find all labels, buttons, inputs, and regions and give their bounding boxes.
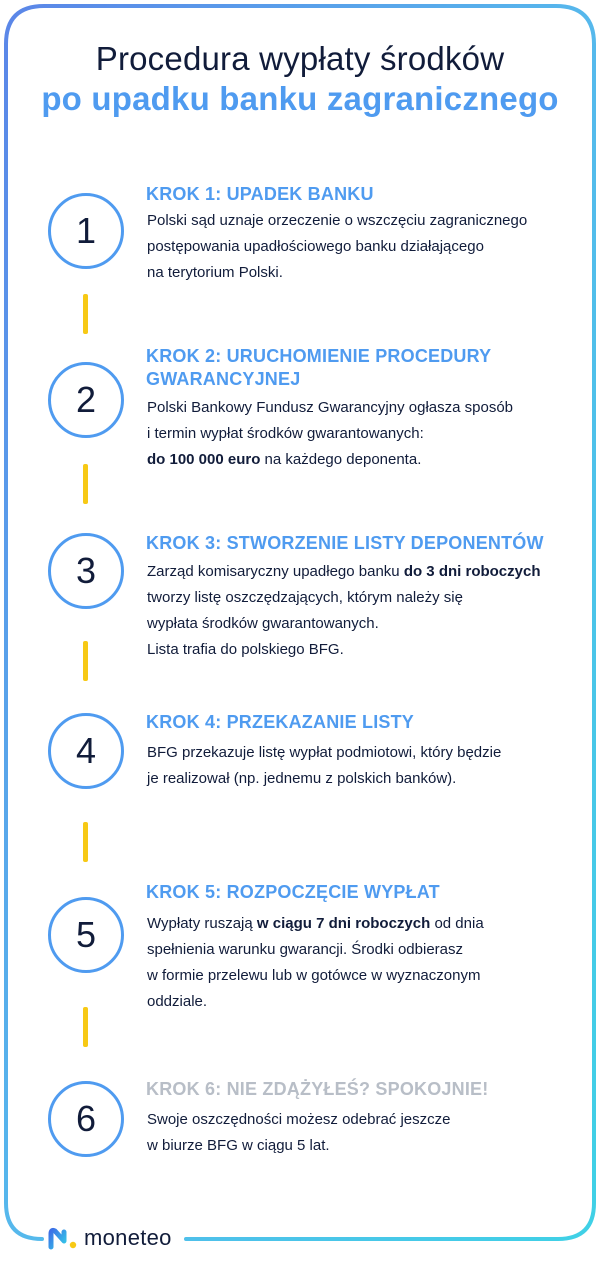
step-number-circle: 1 <box>48 193 124 269</box>
connector-dash <box>83 464 88 504</box>
page-title-line2: po upadku banku zagranicznego <box>41 80 559 117</box>
page-title-line1: Procedura wypłaty środków <box>95 40 505 77</box>
step-description: Polski sąd uznaje orzeczenie o wszczęciu zagranicznego postępowania upadłościowego banku działającego na terytorium Polski. <box>147 212 528 281</box>
step-description: Swoje oszczędności możesz odebrać jeszcze w biurze BFG w ciągu 5 lat. <box>147 1111 451 1154</box>
step-description: BFG przekazuje listę wypłat podmiotowi, który będzie je realizował (np. jednemu z polskich banków). <box>147 744 502 787</box>
step-number-circle: 4 <box>48 713 124 789</box>
logo-wordmark: moneteo <box>84 1225 172 1250</box>
step-description: Wypłaty ruszają w ciągu 7 dni roboczych od dnia spełnienia warunku gwarancji. Środki odbierasz w formie przelewu lub w gotówce w wyznaczonym oddziale. <box>147 915 484 1010</box>
step-title: KROK 3: STWORZENIE LISTY DEPONENTÓW <box>146 533 544 553</box>
step-number-circle: 2 <box>48 362 124 438</box>
connector-dash <box>83 641 88 681</box>
step-description: Polski Bankowy Fundusz Gwarancyjny ogłasza sposób i termin wypłat środków gwarantowanych: do 100 000 euro na każdego deponenta. <box>147 399 514 468</box>
step-title-muted: KROK 6: NIE ZDĄŻYŁEŚ? SPOKOJNIE! <box>146 1079 489 1099</box>
connector-dash <box>83 1007 88 1047</box>
step-title: KROK 1: UPADEK BANKU <box>146 184 374 204</box>
step-title: KROK 4: PRZEKAZANIE LISTY <box>146 712 415 732</box>
moneteo-logo <box>48 1225 172 1251</box>
moneteo-logo-icon <box>48 1226 78 1250</box>
step-number-circle: 6 <box>48 1081 124 1157</box>
connector-dash <box>83 294 88 334</box>
step-title: KROK 5: ROZPOCZĘCIE WYPŁAT <box>146 882 440 902</box>
connector-dash <box>83 822 88 862</box>
step-number-circle: 5 <box>48 897 124 973</box>
step-number-circle: 3 <box>48 533 124 609</box>
step-description: Zarząd komisaryczny upadłego banku do 3 dni roboczych tworzy listę oszczędzających, którym należy się wypłata środków gwarantowanych. Lista trafia do polskiego BFG. <box>147 563 541 658</box>
step-title: KROK 2: URUCHOMIENIE PROCEDURY GWARANCYJNEJ <box>146 346 492 389</box>
